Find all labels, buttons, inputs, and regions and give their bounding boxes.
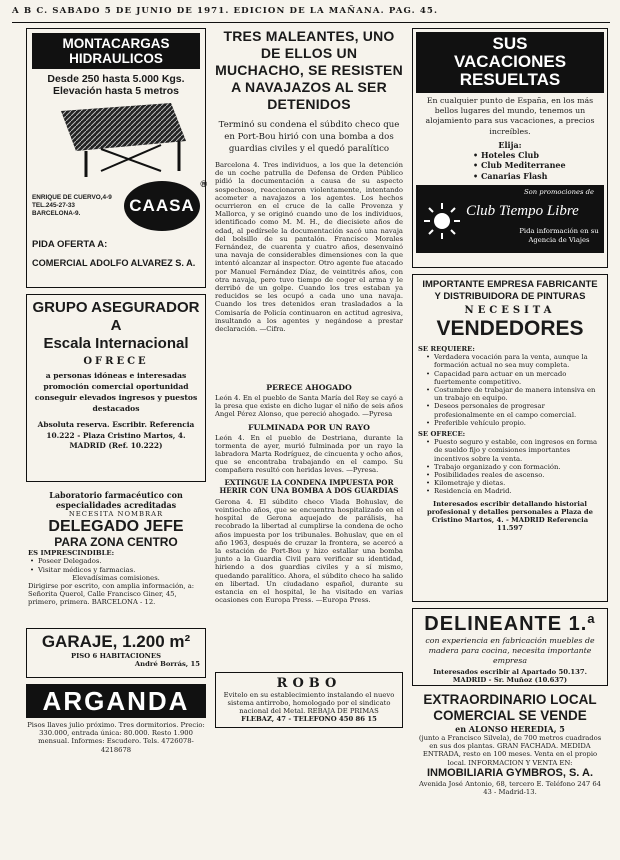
article-sub2-body: León 4. En el pueblo de Destriana, durante la tormenta de ayer, murió fulminada por un rayo la labradora Marta Rodríguez, de cincuenta y ocho años, que se encontraba trabajando en el campo. Su compañera resultó con heridas leves. —Pyresa. [215, 433, 403, 475]
local-company-addr: Avenida José Antonio, 68, tercero E. Teléfono 247 64 43 - Madrid-13. [418, 779, 601, 797]
local-addr: en ALONSO HEREDIA, 5 [455, 724, 565, 734]
grupo-ofrece: OFRECE [83, 356, 149, 367]
page-header: A B C. SABADO 5 DE JUNIO DE 1971. EDICION DE LA MAÑANA. PAG. 45. [12, 6, 439, 16]
ad-grupo-asegurador [26, 294, 206, 482]
grupo-body: a personas idóneas e interesadas promoción comercial oportunidad conseguir elevados ingresos y puestos destacados [34, 371, 198, 413]
vacaciones-elija: Elija: [498, 139, 522, 150]
list-item: • Preferible vehículo propio. [424, 419, 602, 427]
vacaciones-promo-panel: Son promociones de Club Tiempo Libre Pida información en su Agencia de Viajes [416, 185, 604, 253]
vendedores-contact: Interesados escribir detallando historial profesional y detalles personales a Plaza de Cristino Martos, 4. - MADRID Referencia 11.597 [426, 499, 593, 533]
local-title1: EXTRAORDINARIO LOCAL [423, 692, 597, 707]
lab-reqs [28, 557, 204, 573]
article-sub3-body: Gerona 4. El súbdito checo Vlada Bohuslav, de veintiocho años, que se encuentra hospitalizado en el hospital de Gerona aquejado de parálisis, ha recobrado la libertad al cumplirse la condena de ocho años impuesta por los tribunales. Bohuslav, que en el año 1963, después de cruzar la frontera, se acercó a la estación de Port-Bou y hizo estallar una bomba junto a la Guardia Civil para verificar su identidad, hiriendo a dos guardias civiles y a sí mismo, quedando paralítico. Ahora, el súbdito checo ha salido en libertad. Un ciudadano español, durante su estancia en el hospital, le ha visitado en varias ocasiones con Europa Press. —Europa Press. [215, 497, 403, 605]
grupo-footer: Absoluta reserva. Escribir. Referencia 10.222 - Plaza Cristino Martos, 4. MADRID (Ref. 10.222) [37, 420, 195, 450]
robo-body: Evitelo en su establecimiento instalando el nuevo sistema antirrobo, homologado por el sindicato nacional del Metal. REBAJA DE PRIMAS [223, 690, 395, 716]
robo-title: ROBO [276, 675, 342, 691]
list-item: • Capacidad para actuar en un mercado fuertemente competitivo. [424, 370, 602, 386]
lift-platform-illustration [41, 101, 191, 179]
arganda-title: ARGANDA [26, 684, 206, 718]
vendedores-requiere-label: SE REQUIERE: [418, 345, 475, 353]
montacargas-pida: PIDA OFERTA A: [32, 239, 108, 250]
garaje-sub: PISO 6 HABITACIONES [71, 652, 161, 660]
delineante-contact: Interesados escribir al Apartado 50.137. MADRID - Sr. Muñoz (10.637) [433, 668, 587, 685]
local-title2: COMERCIAL SE VENDE [433, 708, 587, 723]
ad-local-comercial [412, 692, 608, 796]
ad-robo [215, 672, 403, 728]
vacaciones-header: SUS VACACIONES RESUELTAS [416, 32, 604, 93]
vendedores-ofrece-label: SE OFRECE: [418, 430, 466, 439]
arganda-body: Pisos llaves julio próximo. Tres dormitorios. Precio: 330.000, entrada única: 80.000. Resto 1.900 mensual. Informes: Escudero. Tels. 4726078-4218678 [27, 721, 205, 754]
article-sub3: EXTINGUE LA CONDENA IMPUESTA POR HERIR CON UNA BOMBA A DOS GUARDIAS [219, 477, 399, 496]
vendedores-requiere-list [424, 353, 602, 427]
local-company: INMOBILIARIA GYMBROS, S. A. [426, 766, 594, 779]
lab-zona: PARA ZONA CENTRO [54, 535, 178, 550]
vendedores-title: VENDEDORES [436, 317, 584, 340]
list-item: • Trabajo organizado y con formación. [424, 463, 602, 471]
vacaciones-options [471, 150, 607, 182]
column-center [215, 28, 403, 854]
caasa-logo: CAASA ® [124, 181, 200, 231]
list-item: • Canarias Flash [471, 171, 607, 182]
lab-necesita: NECESITA NOMBRAR [68, 510, 164, 518]
list-item: • Puesto seguro y estable, con ingresos en forma de sueldo fijo y comisiones importantes incentivos sobre la venta. [424, 438, 602, 463]
article-headline: TRES MALEANTES, UNO DE ELLOS UN MUCHACHO, SE RESISTEN A NAVAJAZOS AL SER DETENIDOS [215, 28, 403, 112]
delineante-body: con experiencia en fabricación muebles de madera para cocina, necesita importante empresa [425, 636, 595, 665]
montacargas-company: COMERCIAL ADOLFO ALVAREZ S. A. [32, 258, 196, 268]
list-item: • Deseos personales de progresar profesionalmente en el campo comercial. [424, 402, 602, 418]
lab-jefe: DELEGADO JEFE [48, 518, 184, 536]
garaje-addr: André Borrás, 15 [134, 660, 200, 669]
vendedores-necesita: NECESITA [464, 305, 556, 316]
article-lede: Terminó su condena el súbdito checo que en Port-Bou hirió con una bomba a dos guardias civiles y el quedó paralítico [218, 120, 400, 154]
list-item: • Posibilidades reales de ascenso. [424, 471, 602, 479]
garaje-title: GARAJE, 1.200 m² [41, 632, 191, 651]
article-sub1-body: León 4. En el pueblo de Santa María del Rey se cayó a la presa que existe en dicho lugar el niño de seis años Angel Pérez Alonso, que pereció ahogado. —Pyresa [215, 394, 403, 419]
list-item: • Club Mediterranee [471, 160, 607, 171]
vendedores-ofrece-list [424, 438, 602, 495]
lab-extra: Elevadísimas comisiones. [72, 573, 160, 582]
column-right [412, 28, 608, 796]
list-item: • Poseer Delegados. [28, 557, 204, 565]
montacargas-title: MONTACARGAS HIDRAULICOS [32, 33, 200, 69]
montacargas-line2: Elevación hasta 5 metros [52, 85, 180, 97]
ad-delineante [412, 608, 608, 686]
delineante-title: DELINEANTE 1.ª [424, 613, 596, 635]
robo-contact: FLEBAZ, 47 - TELEFONO 450 86 15 [241, 715, 377, 724]
ad-laboratorio [26, 488, 206, 628]
article-body: Barcelona 4. Tres individuos, a los que la detención de un coche patrulla de Defensa de Orden Público pidió la documentación a causa de su aspecto sospechoso, reaccionaron violentamente, intentando acometer a navajazos a los agentes. Los hechos ocurrieron en el cruce de la calle Provenza y Mallorca, y se originó cuando uno de los individuos, identificado como M. M. H., de diecisiete años de edad, al pedírsele la documentación sacó una navaja del bolsillo de su pantalón. Francisco Morales Fernández, de cuarenta y cuatro años, desenvainó una navaja de considerables dimensiones con la que intentó alcanzar al inspector. Otro agente fue atacado por Manuel Fernández Díaz, de veintitrés años, con otra navaja, pero tuvo tiempo de coger el arma y le derribó de un golpe. Cuando los tres estaban ya reducidos se les ocupó a cada uno una navaja. Cuando los tres detenidos eran trasladados a la Comisaría de Policía continuaron en actitud agresiva, insultando a los agentes y negándose a prestar declaración. —Cifra. [215, 161, 403, 334]
sun-icon [422, 201, 462, 241]
lab-title: Laboratorio farmacéutico con especialidades acreditadas [49, 490, 183, 510]
local-body: (junto a Francisco Silvela), de 700 metros cuadrados en sus dos plantas. GRAN FACHADA. MEDIDA ENTRADA, resto en 100 meses. Venta en el propio local. INFORMACION Y VENTA EN: [418, 734, 602, 767]
vacaciones-body: En cualquier punto de España, en los más bellos lugares del mundo, tenemos un alojamiento para sus vacaciones, a precios increíbles. [425, 96, 595, 136]
article-sub1: PERECE AHOGADO [266, 383, 352, 392]
list-item: • Costumbre de trabajar de manera intensiva en un trabajo en equipo. [424, 386, 602, 402]
grupo-title1: GRUPO ASEGURADOR A [32, 299, 200, 334]
column-left [26, 28, 206, 754]
ad-arganda [26, 684, 206, 754]
ad-garaje [26, 628, 206, 678]
lab-contact: Dirigirse por escrito, con amplia información, a: Señorita Querol, Calle Francisco Giner, 45, primero, primera. BARCELONA - 12. [28, 582, 195, 607]
list-item: • Hoteles Club [471, 150, 607, 161]
list-item: • Verdadera vocación para la venta, aunque la formación actual no sea muy completa. [424, 353, 602, 369]
article-sub2: FULMINADA POR UN RAYO [248, 422, 370, 432]
header-rule [12, 22, 610, 23]
montacargas-address: ENRIQUE DE CUERVO,4-9 TEL.245-27-33 BARCELONA-9. [32, 194, 112, 217]
ad-vacaciones [412, 28, 608, 268]
vacaciones-info: Pida información en su Agencia de Viajes [519, 227, 599, 244]
list-item: • Visitar médicos y farmacias. [28, 566, 204, 574]
lab-imprescindible: ES IMPRESCINDIBLE: [28, 549, 115, 558]
club-tiempo-libre-logo: Club Tiempo Libre [466, 203, 579, 220]
montacargas-line1: Desde 250 hasta 5.000 Kgs. [47, 73, 185, 85]
list-item: • Kilometraje y dietas. [424, 479, 602, 487]
list-item: • Residencia en Madrid. [424, 487, 602, 495]
ad-vendedores [412, 274, 608, 602]
grupo-title2: Escala Internacional [43, 335, 189, 352]
ad-montacargas [26, 28, 206, 288]
vendedores-intro: IMPORTANTE EMPRESA FABRICANTE Y DISTRIBUIDORA DE PINTURAS [422, 279, 598, 302]
